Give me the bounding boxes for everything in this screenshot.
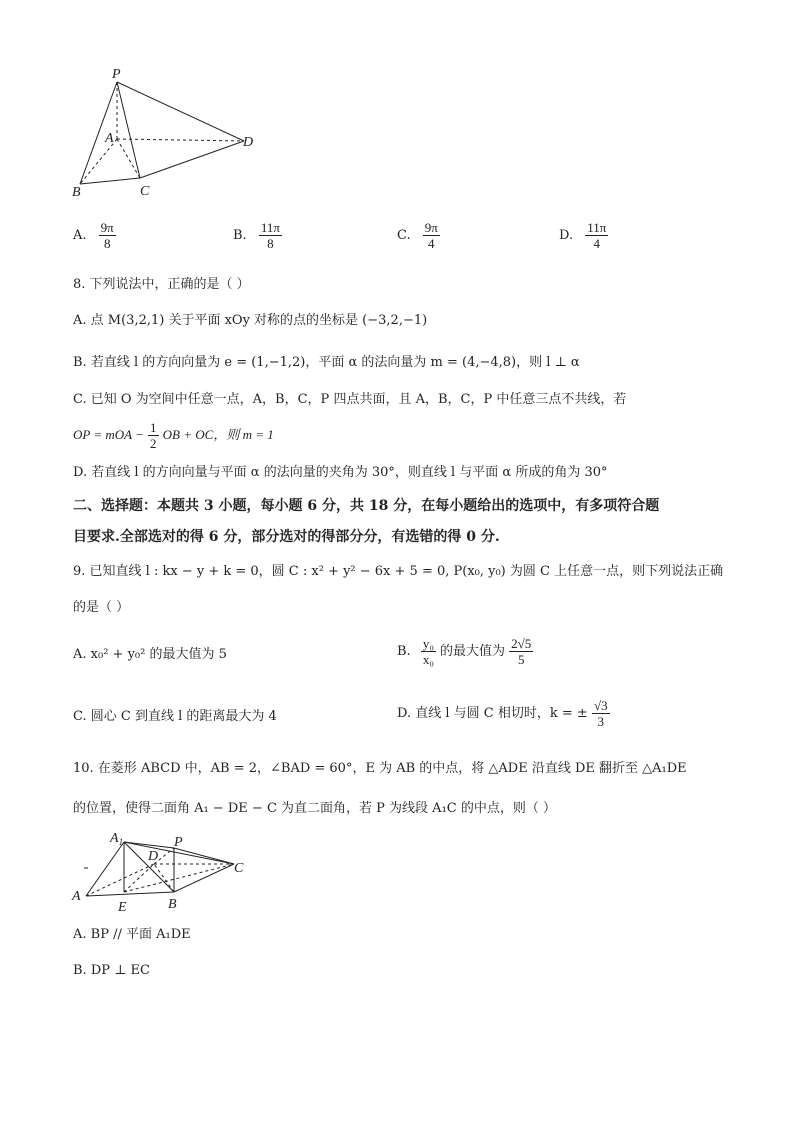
q9-option-c[interactable]: C. 圆心 C 到直线 l 的距离最大为 4 — [73, 709, 277, 724]
label-A: A — [72, 889, 81, 904]
label-B: B — [72, 185, 81, 200]
q9-stem-line2: 的是（ ） — [73, 600, 130, 615]
label-B: B — [168, 897, 177, 912]
pyramid-figure — [68, 62, 268, 202]
q10-stem-line2: 的位置，使得二面角 A₁ − DE − C 为直二面角，若 P 为线段 A₁C 的中点，则（ ） — [73, 801, 556, 816]
label-A: A — [105, 131, 114, 146]
rhombus-fold-figure — [70, 828, 260, 916]
q8-option-c-line2: OP = mOA − $\frac{1}{2}$ OB + OC，则 m = 1 — [73, 420, 274, 451]
q9-option-d[interactable]: D. 直线 l 与圆 C 相切时，k = ± $\frac{√3}{3}$ — [397, 698, 608, 729]
section-heading-line2: 目要求.全部选对的得 6 分，部分选对的得部分分，有选错的得 0 分. — [73, 529, 500, 545]
q7-option-d[interactable]: D. $\frac{11\pi}{4}$ — [559, 220, 607, 251]
q8-stem: 8. 下列说法中，正确的是（ ） — [73, 277, 250, 292]
label-P: P — [174, 835, 183, 850]
q8-option-c-line1[interactable]: C. 已知 O 为空间中任意一点，A，B，C，P 四点共面，且 A，B，C，P 中任意三点不共线，若 — [73, 392, 627, 407]
q10-stem-line1: 10. 在菱形 ABCD 中，AB = 2，∠BAD = 60°，E 为 AB 的中点，将 △ADE 沿直线 DE 翻折至 △A₁DE — [73, 761, 687, 776]
q7-option-c[interactable]: C. $\frac{9\pi}{4}$ — [397, 220, 438, 251]
label-E: E — [118, 900, 127, 915]
label-C: C — [234, 861, 244, 876]
label-D: D — [148, 849, 159, 864]
q8-option-b[interactable]: B. 若直线 l 的方向向量为 e = (1,−1,2)，平面 α 的法向量为 m = (4,−4,8)，则 l ⊥ α — [73, 355, 580, 370]
section-heading-line1: 二、选择题：本题共 3 小题，每小题 6 分，共 18 分，在每小题给出的选项中，有多项符合题 — [73, 498, 660, 514]
q8-option-d[interactable]: D. 若直线 l 的方向向量与平面 α 的法向量的夹角为 30°，则直线 l 与平面 α 所成的角为 30° — [73, 465, 608, 480]
label-P: P — [112, 67, 121, 82]
label-A1: $A_1$ — [110, 831, 124, 847]
q9-option-a[interactable]: A. x₀² + y₀² 的最大值为 5 — [73, 647, 227, 662]
label-C: C — [140, 184, 150, 199]
q10-option-b[interactable]: B. DP ⊥ EC — [73, 963, 150, 978]
q7-option-b[interactable]: B. $\frac{11\pi}{8}$ — [233, 220, 280, 251]
q7-option-a[interactable]: A. $\frac{9\pi}{8}$ — [73, 220, 114, 251]
q9-option-b[interactable]: B. $\frac{\text{y₀}}{\text{x₀}}$ 的最大值为 $\frac{2√5}{5}$ — [397, 636, 532, 667]
q9-stem-line1: 9. 已知直线 l : kx − y + k = 0，圆 C : x² + y² − 6x + 5 = 0, P(x₀, y₀) 为圆 C 上任意一点，则下列说法正确 — [73, 564, 724, 579]
q10-option-a[interactable]: A. BP // 平面 A₁DE — [73, 927, 191, 942]
label-D: D — [243, 135, 254, 150]
q8-option-a[interactable]: A. 点 M(3,2,1) 关于平面 xOy 对称的点的坐标是 (−3,2,−1) — [73, 313, 428, 328]
